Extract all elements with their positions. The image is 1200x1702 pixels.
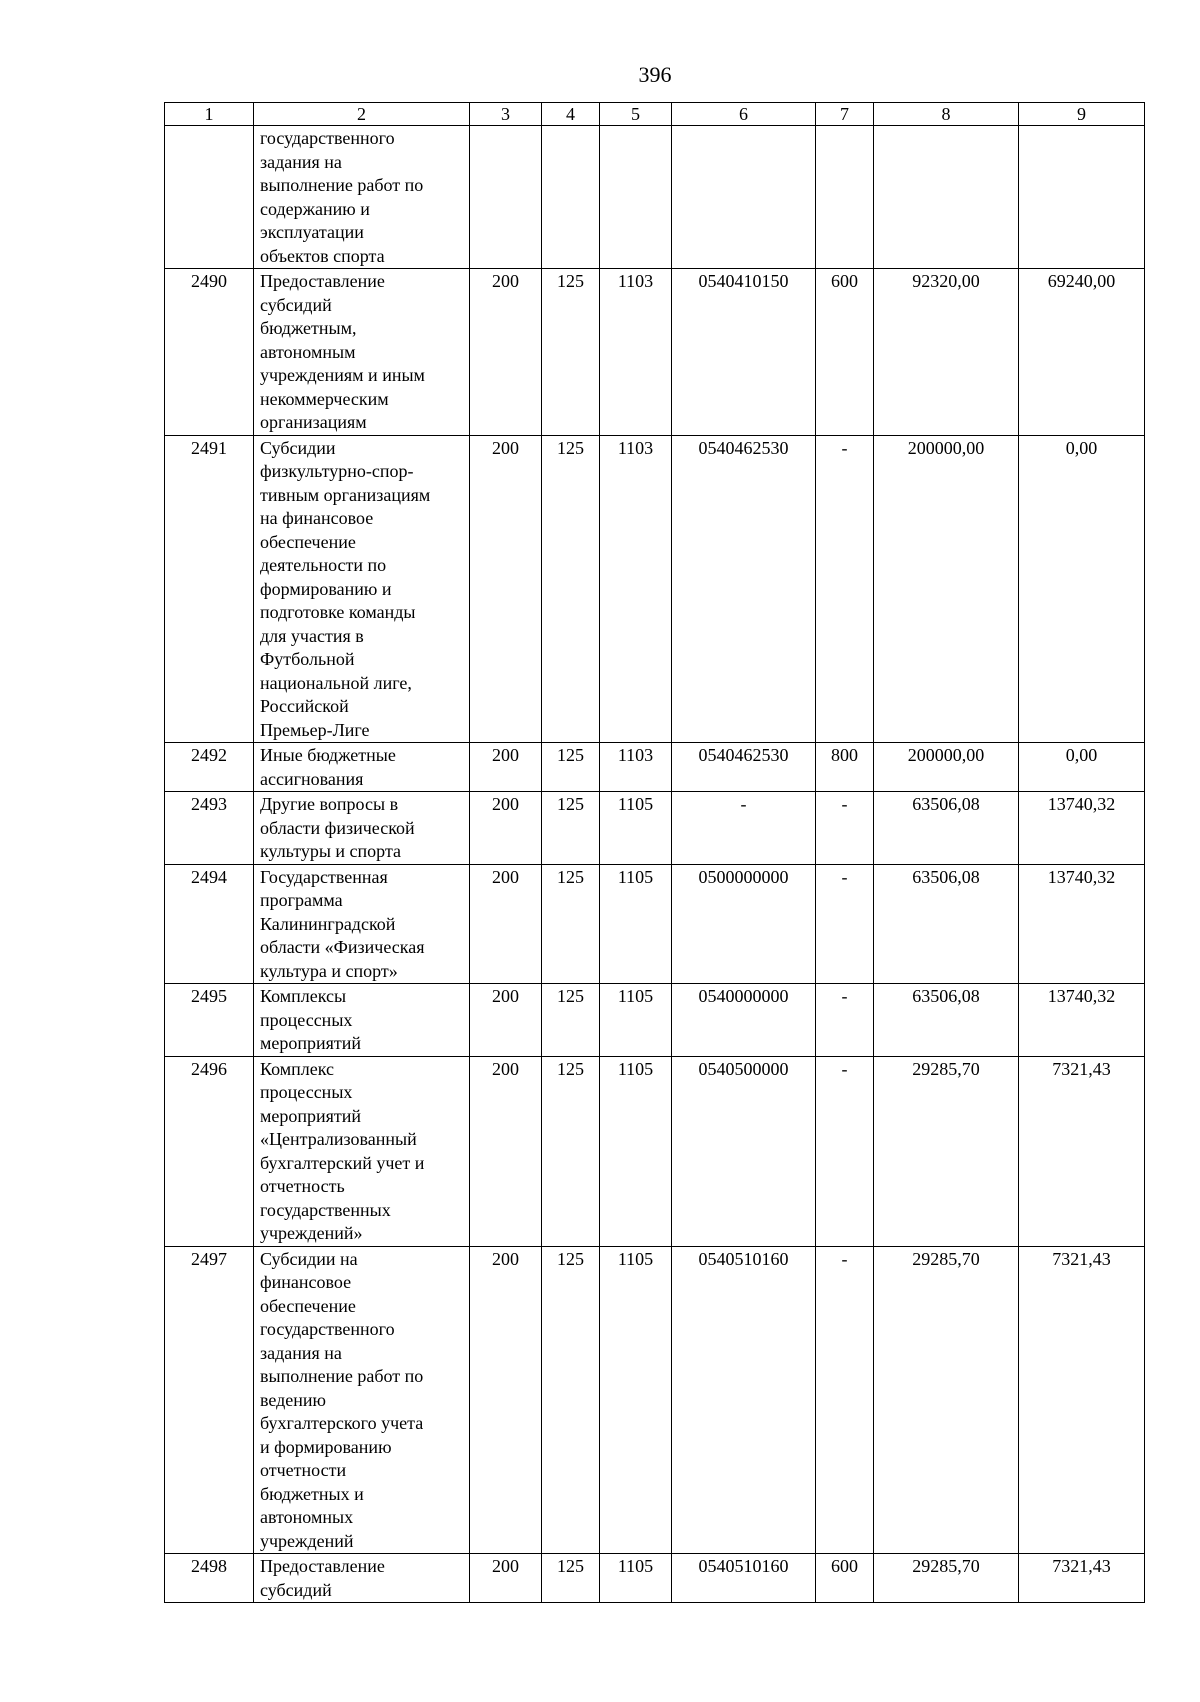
row-col7: - [816, 435, 874, 743]
description-line: мероприятий [260, 1105, 362, 1126]
header-row [165, 103, 1145, 126]
description-line: задания на [260, 151, 342, 172]
row-col8: 63506,08 [874, 864, 1019, 984]
description-line: государственного [260, 128, 395, 148]
description-line: формированию и [260, 578, 392, 599]
row-description [254, 792, 470, 865]
description-line: обеспечение [260, 531, 356, 552]
row-number: 2496 [165, 1056, 254, 1246]
row-col5: 1105 [600, 864, 672, 984]
row-col4: 125 [542, 743, 600, 792]
row-col4: 125 [542, 269, 600, 436]
description-line: области «Физическая [260, 937, 425, 957]
description-line: Премьер-Лиге [260, 719, 370, 740]
row-col4 [542, 126, 600, 269]
row-description [254, 1056, 470, 1246]
row-col9 [1019, 126, 1145, 269]
row-col8: 63506,08 [874, 984, 1019, 1057]
row-col9: 13740,32 [1019, 864, 1145, 984]
row-col3: 200 [470, 1554, 542, 1603]
table-row [165, 1056, 1145, 1246]
description-line: некоммерческим [260, 388, 389, 409]
description-line: обеспечение [260, 1295, 356, 1316]
header-cell: 5 [600, 103, 672, 126]
row-col9: 7321,43 [1019, 1554, 1145, 1603]
row-col6: 0540410150 [672, 269, 816, 436]
description-line: объектов спорта [260, 245, 385, 266]
description-line: государственного [260, 1319, 395, 1339]
description-line: Субсидии [260, 437, 336, 458]
description-line: учреждений [260, 1530, 354, 1551]
page-number: 396 [638, 62, 672, 87]
row-number: 2493 [165, 792, 254, 865]
description-line: бухгалтерского учета [260, 1413, 424, 1433]
description-line: Иные бюджетные [260, 745, 396, 765]
header-cell: 1 [165, 103, 254, 126]
description-line: Футбольной [260, 649, 355, 669]
table-row [165, 1554, 1145, 1603]
row-description [254, 1554, 470, 1603]
row-col5: 1103 [600, 269, 672, 436]
description-line: Субсидии на [260, 1248, 358, 1269]
header-cell: 4 [542, 103, 600, 126]
description-line: отчетность [260, 1176, 345, 1196]
row-number: 2490 [165, 269, 254, 436]
description-line: ассигнования [260, 768, 364, 789]
row-number: 2495 [165, 984, 254, 1057]
row-col8: 200000,00 [874, 435, 1019, 743]
description-line: процессных [260, 1082, 353, 1102]
row-col8: 63506,08 [874, 792, 1019, 865]
row-col8: 29285,70 [874, 1056, 1019, 1246]
description-line: Комплекс [260, 1058, 335, 1079]
description-line: области физической [260, 817, 415, 838]
row-col7: - [816, 792, 874, 865]
header-cell: 8 [874, 103, 1019, 126]
row-number: 2491 [165, 435, 254, 743]
description-line: субсидий [260, 294, 332, 315]
row-col9: 7321,43 [1019, 1056, 1145, 1246]
table-row [165, 269, 1145, 436]
row-col8: 29285,70 [874, 1246, 1019, 1554]
table-row [165, 984, 1145, 1057]
description-line: автономных [260, 1507, 354, 1527]
row-col5: 1105 [600, 1246, 672, 1554]
header-cell: 3 [470, 103, 542, 126]
description-line: процессных [260, 1009, 353, 1030]
row-col5 [600, 126, 672, 269]
description-line: физкультурно-спор- [260, 461, 414, 481]
description-line: «Централизованный [260, 1129, 417, 1149]
description-line: субсидий [260, 1579, 332, 1600]
description-line: культуры и спорта [260, 841, 402, 861]
header-cell: 7 [816, 103, 874, 126]
row-col9: 7321,43 [1019, 1246, 1145, 1554]
row-col6: - [672, 792, 816, 865]
description-line: государственных [260, 1199, 391, 1220]
description-line: для участия в [260, 625, 364, 646]
row-col9: 0,00 [1019, 435, 1145, 743]
header-cell: 2 [254, 103, 470, 126]
row-col8: 92320,00 [874, 269, 1019, 436]
row-description [254, 435, 470, 743]
description-line: задания на [260, 1342, 342, 1363]
row-col4: 125 [542, 1056, 600, 1246]
description-line: культура и спорт» [260, 960, 398, 981]
row-col6: 0540462530 [672, 435, 816, 743]
table-row [165, 864, 1145, 984]
description-line: отчетности [260, 1460, 347, 1480]
description-line: бюджетным, [260, 318, 357, 338]
row-col3: 200 [470, 743, 542, 792]
row-col9: 13740,32 [1019, 792, 1145, 865]
row-description [254, 126, 470, 269]
description-line: подготовке команды [260, 602, 416, 622]
description-line: выполнение работ по [260, 175, 424, 195]
description-line: Другие вопросы в [260, 794, 399, 814]
description-line: Предоставление [260, 271, 385, 291]
row-col3: 200 [470, 1246, 542, 1554]
row-col3: 200 [470, 269, 542, 436]
description-line: Предоставление [260, 1556, 385, 1576]
row-col8: 200000,00 [874, 743, 1019, 792]
row-col6 [672, 126, 816, 269]
row-col6: 0540510160 [672, 1554, 816, 1603]
row-col5: 1105 [600, 1056, 672, 1246]
row-col7: - [816, 1056, 874, 1246]
row-col7: 800 [816, 743, 874, 792]
row-col5: 1105 [600, 1554, 672, 1603]
row-col3: 200 [470, 1056, 542, 1246]
row-col5: 1103 [600, 435, 672, 743]
table-row [165, 126, 1145, 269]
row-col4: 125 [542, 1554, 600, 1603]
description-line: выполнение работ по [260, 1366, 424, 1386]
row-number: 2494 [165, 864, 254, 984]
row-col4: 125 [542, 1246, 600, 1554]
row-col7: 600 [816, 1554, 874, 1603]
row-col7: - [816, 1246, 874, 1554]
row-col9: 0,00 [1019, 743, 1145, 792]
table-row [165, 435, 1145, 743]
row-col4: 125 [542, 435, 600, 743]
description-line: и формированию [260, 1436, 392, 1457]
row-col9: 13740,32 [1019, 984, 1145, 1057]
table-row [165, 743, 1145, 792]
row-col7 [816, 126, 874, 269]
description-line: деятельности по [260, 555, 387, 575]
row-description [254, 1246, 470, 1554]
table-body [165, 126, 1145, 1603]
row-col5: 1103 [600, 743, 672, 792]
row-description [254, 984, 470, 1057]
description-line: программа [260, 890, 343, 910]
description-line: Российской [260, 696, 349, 716]
table-row [165, 792, 1145, 865]
description-line: бюджетных и [260, 1483, 364, 1504]
description-line: содержанию и [260, 198, 370, 219]
header-cell: 6 [672, 103, 816, 126]
row-description [254, 743, 470, 792]
row-col5: 1105 [600, 792, 672, 865]
description-line: финансовое [260, 1272, 352, 1292]
description-line: на финансовое [260, 508, 374, 528]
row-col3: 200 [470, 984, 542, 1057]
row-col7: - [816, 984, 874, 1057]
row-col6: 0540500000 [672, 1056, 816, 1246]
description-line: национальной лиге, [260, 672, 412, 693]
row-col3: 200 [470, 864, 542, 984]
row-col6: 0540462530 [672, 743, 816, 792]
row-col9: 69240,00 [1019, 269, 1145, 436]
row-description [254, 269, 470, 436]
row-col7: 600 [816, 269, 874, 436]
row-col3 [470, 126, 542, 269]
description-line: учреждений» [260, 1223, 363, 1243]
description-line: Государственная [260, 866, 388, 887]
row-col5: 1105 [600, 984, 672, 1057]
row-col4: 125 [542, 864, 600, 984]
row-number [165, 126, 254, 269]
row-col3: 200 [470, 435, 542, 743]
row-col4: 125 [542, 984, 600, 1057]
description-line: бухгалтерский учет и [260, 1152, 425, 1173]
row-col7: - [816, 864, 874, 984]
budget-table [164, 102, 1145, 1603]
description-line: организациям [260, 412, 367, 432]
description-line: учреждениям и иным [260, 365, 425, 385]
description-line: Калининградской [260, 913, 396, 934]
description-line: мероприятий [260, 1033, 362, 1053]
row-number: 2492 [165, 743, 254, 792]
row-col8: 29285,70 [874, 1554, 1019, 1603]
description-line: ведению [260, 1389, 327, 1410]
table-row [165, 1246, 1145, 1554]
description-line: Комплексы [260, 986, 347, 1006]
row-number: 2498 [165, 1554, 254, 1603]
header-cell: 9 [1019, 103, 1145, 126]
row-col6: 0540000000 [672, 984, 816, 1057]
description-line: тивным организациям [260, 484, 431, 505]
row-col8 [874, 126, 1019, 269]
row-col6: 0540510160 [672, 1246, 816, 1554]
row-col4: 125 [542, 792, 600, 865]
row-number: 2497 [165, 1246, 254, 1554]
row-description [254, 864, 470, 984]
row-col6: 0500000000 [672, 864, 816, 984]
description-line: автономным [260, 341, 356, 362]
description-line: эксплуатации [260, 222, 364, 242]
row-col3: 200 [470, 792, 542, 865]
